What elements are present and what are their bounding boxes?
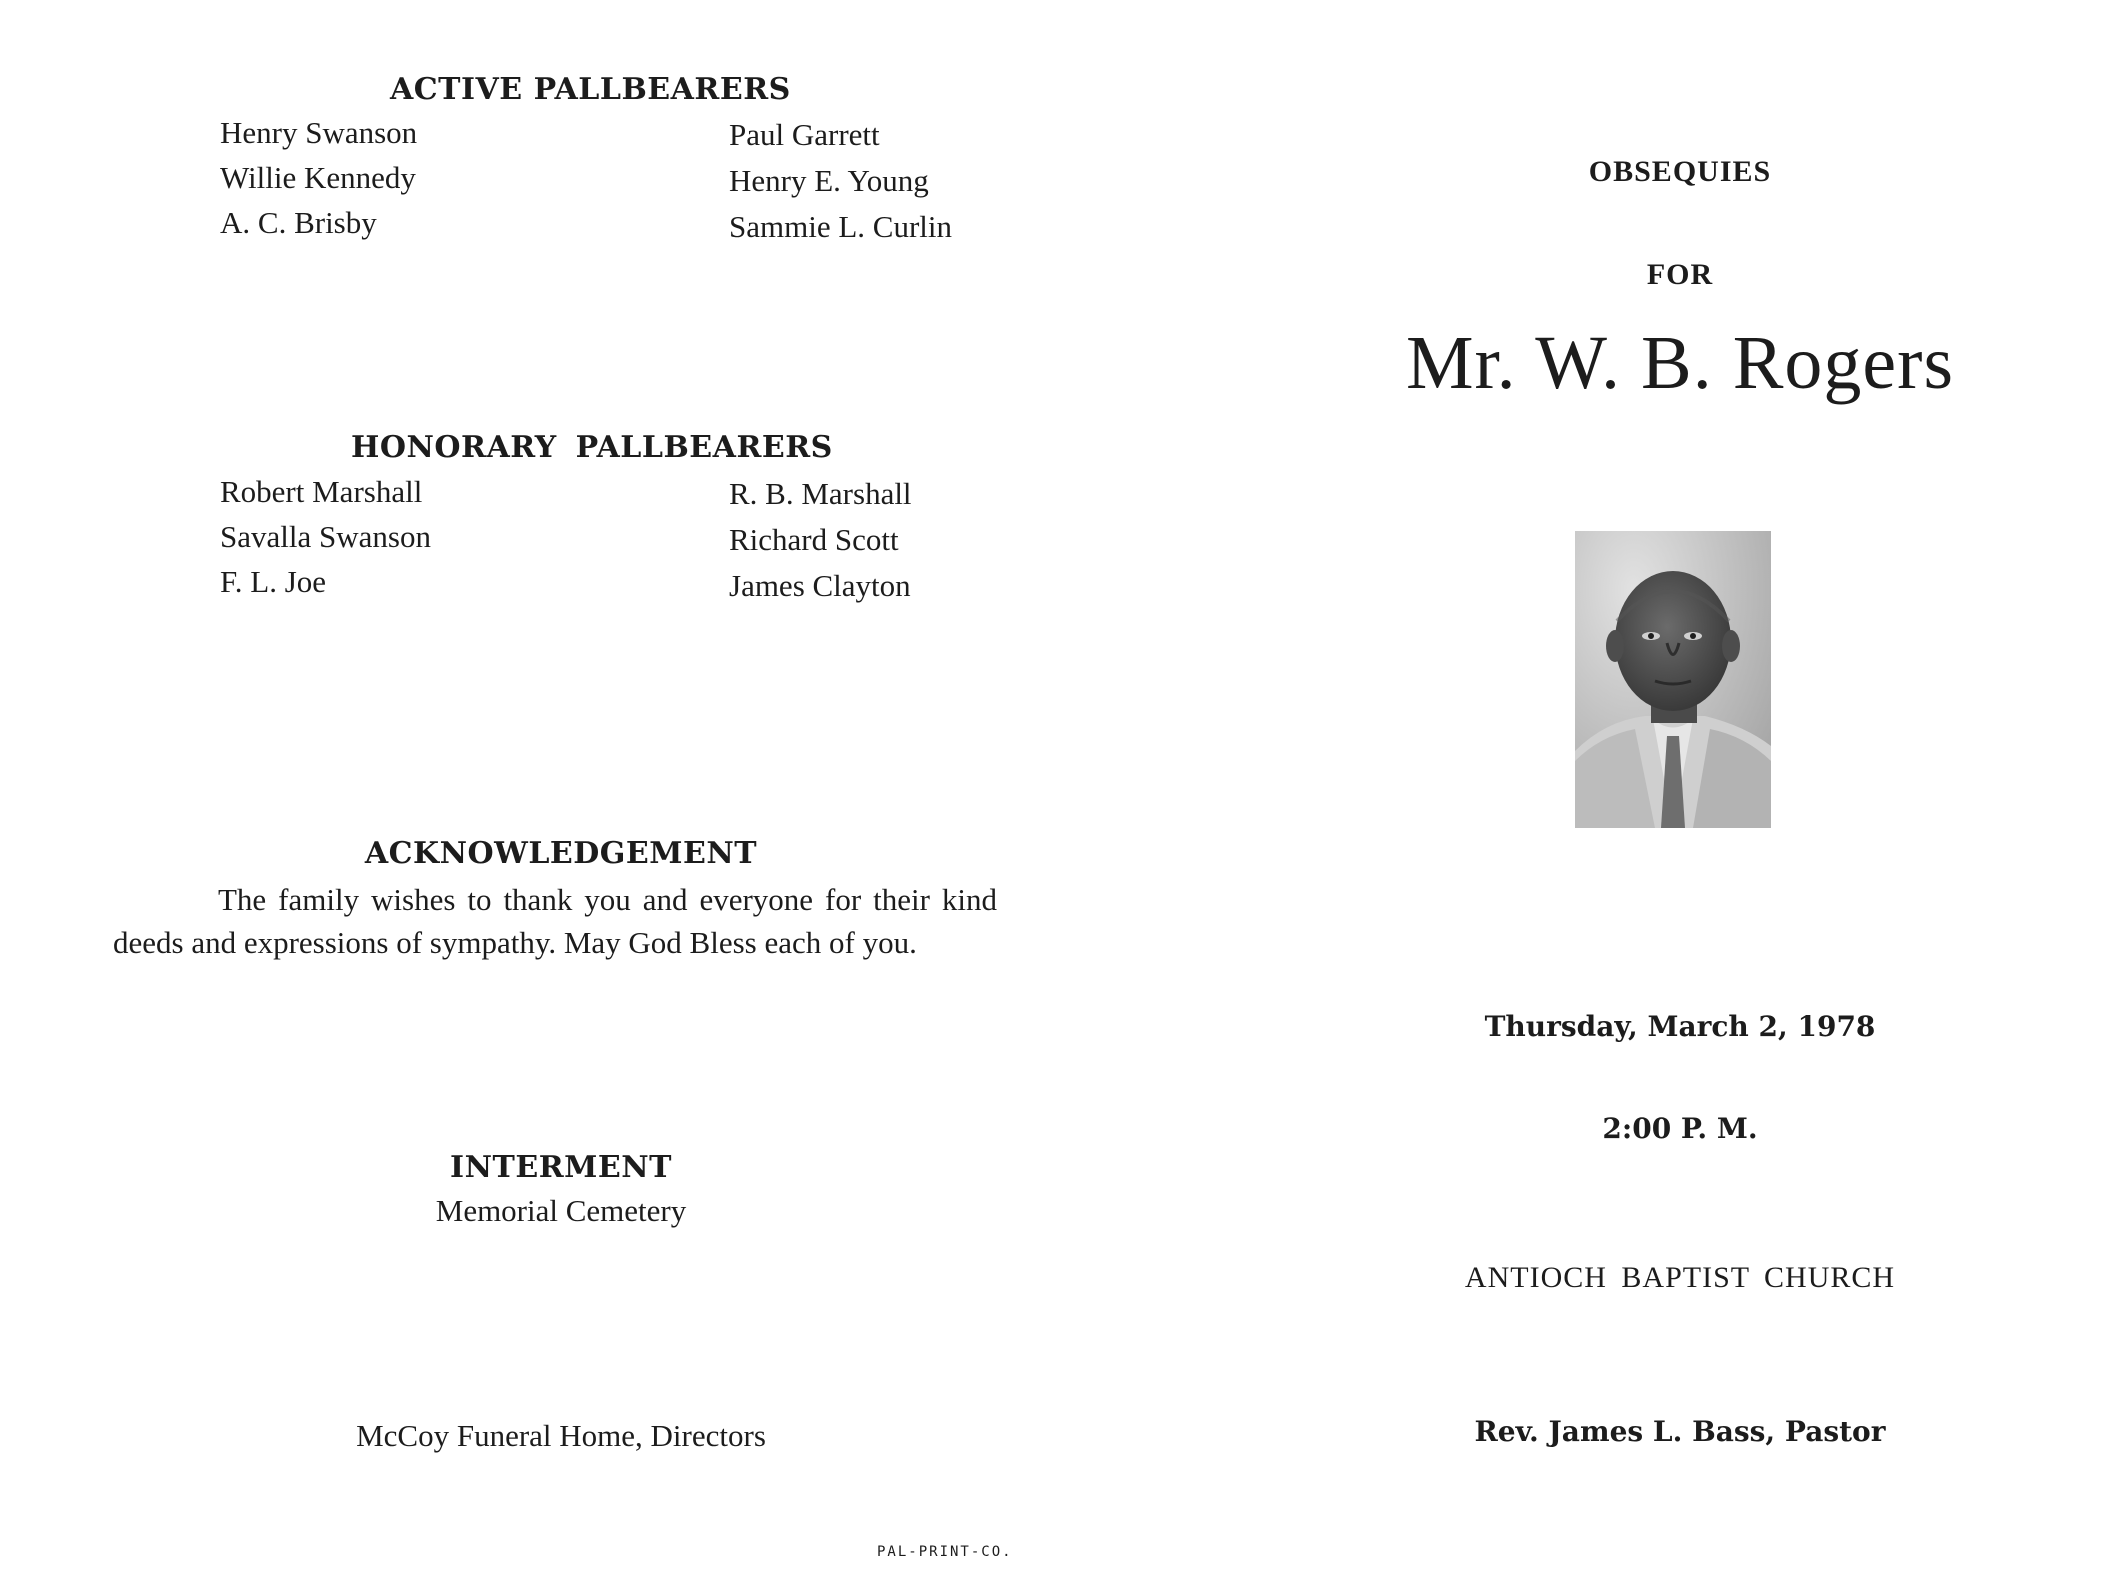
acknowledgement-heading: ACKNOWLEDGEMENT [364, 836, 758, 871]
interment-heading: INTERMENT [450, 1150, 672, 1185]
service-date: Thursday, March 2, 1978 [1484, 1010, 1876, 1043]
service-time: 2:00 P. M. [1602, 1112, 1758, 1145]
church-name: ANTIOCH BAPTIST CHURCH [1464, 1261, 1896, 1294]
pastor-name: Rev. James L. Bass, Pastor [1474, 1415, 1886, 1448]
portrait-illustration [1575, 531, 1771, 828]
active-pallbearer: Henry Swanson [220, 115, 418, 150]
active-pallbearer: Paul Garrett [729, 117, 880, 152]
funeral-home-directors: McCoy Funeral Home, Directors [356, 1418, 766, 1453]
obsequies-label: OBSEQUIES [1588, 155, 1772, 188]
honorary-pallbearer: Robert Marshall [220, 474, 423, 509]
honorary-pallbearer: James Clayton [729, 568, 911, 603]
printer-mark: PAL-PRINT-CO. [877, 1544, 1013, 1560]
honorary-pallbearers-heading: HONORARY PALLBEARERS [351, 430, 833, 465]
active-pallbearer: Henry E. Young [729, 163, 929, 198]
interment-location: Memorial Cemetery [435, 1193, 687, 1228]
active-pallbearer: A. C. Brisby [220, 205, 377, 240]
honorary-pallbearer: R. B. Marshall [729, 476, 912, 511]
honorary-pallbearer: F. L. Joe [220, 564, 327, 599]
honorary-pallbearer: Richard Scott [729, 522, 899, 557]
acknowledgement-text: The family wishes to thank you and everyone for their kind deeds and expressions of sympathy. May God Bless each of you. [113, 882, 997, 960]
for-label: FOR [1646, 258, 1714, 291]
deceased-portrait [1575, 531, 1771, 828]
active-pallbearers-heading: ACTIVE PALLBEARERS [390, 72, 791, 107]
honorary-pallbearer: Savalla Swanson [220, 519, 431, 554]
active-pallbearer: Willie Kennedy [220, 160, 416, 195]
deceased-name: Mr. W. B. Rogers [1405, 321, 1955, 405]
active-pallbearer: Sammie L. Curlin [729, 209, 953, 244]
